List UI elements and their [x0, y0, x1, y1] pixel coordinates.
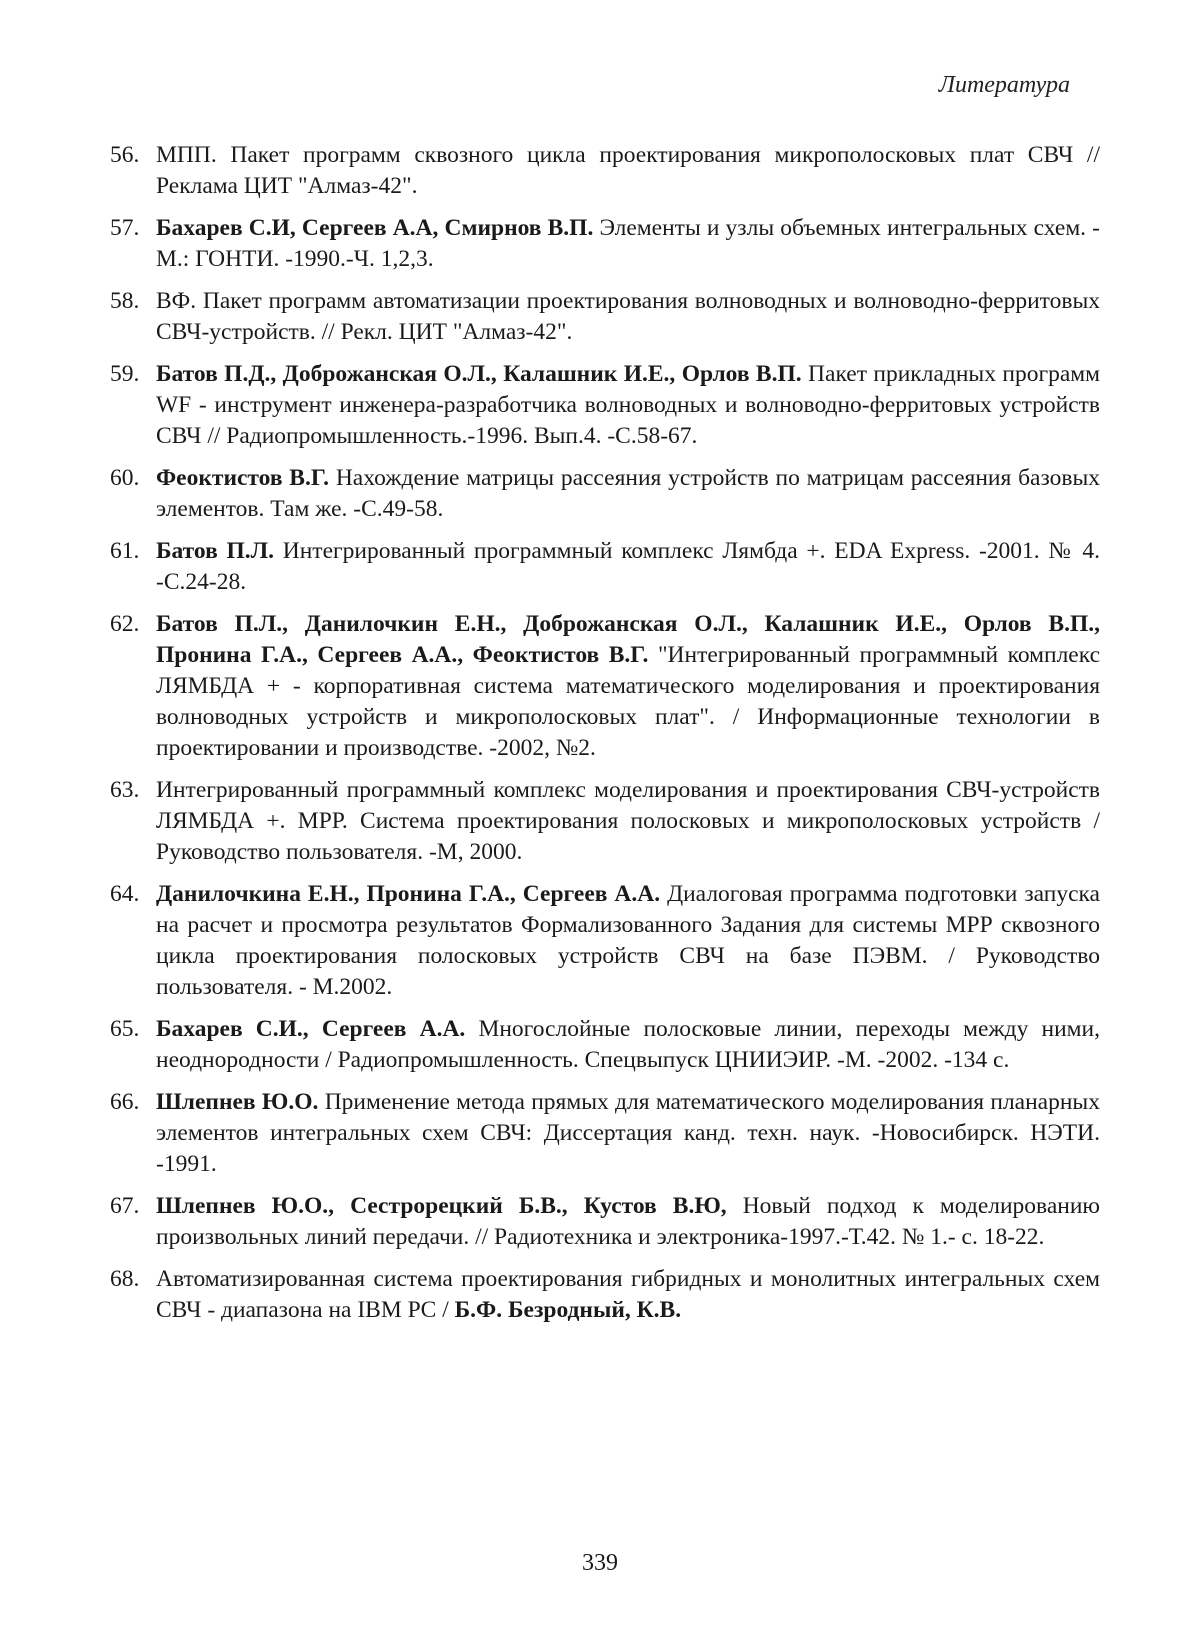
reference-number: 64. — [110, 881, 140, 907]
reference-body — [156, 1016, 1100, 1073]
reference-item — [110, 213, 1100, 275]
reference-number: 67. — [110, 1193, 140, 1219]
reference-number: 57. — [110, 215, 140, 241]
reference-body — [156, 611, 1100, 761]
reference-number: 61. — [110, 538, 140, 564]
reference-text: МПП. Пакет программ сквозного цикла проектирования микрополосковых плат СВЧ // Реклама ЦИТ "Алмаз-42". — [156, 142, 1100, 199]
reference-number: 63. — [110, 777, 140, 803]
reference-item — [110, 359, 1100, 452]
reference-text: Элементы и узлы объемных интегральных схем. - М.: ГОНТИ. -1990.-Ч. 1,2,3. — [156, 215, 1101, 272]
reference-text: Многослойные полосковые линии, переходы между ними, неоднородности / Радиопромышленность. Спецвыпуск ЦНИИЭИР. -М. -2002. -134 с. — [156, 1016, 1100, 1073]
reference-number: 62. — [110, 611, 140, 637]
reference-item — [110, 286, 1100, 348]
reference-item — [110, 463, 1100, 525]
reference-text: "Интегрированный программный комплекс ЛЯМБДА + - корпоративная система математического моделирования и проектирования волноводных устройств и микрополосковых плат". / Информационные технологии в проектировании и производстве. -2002, №2. — [156, 642, 1101, 761]
reference-number: 60. — [110, 465, 140, 491]
reference-body — [156, 538, 1100, 595]
reference-text: Интегрированный программный комплекс моделирования и проектирования СВЧ-устройств ЛЯМБДА +. МРР. Система проектирования полосковых и микрополосковых устройств / Руководство пользователя. -М, 2000. — [156, 777, 1100, 865]
reference-number: 68. — [110, 1266, 140, 1292]
reference-item — [110, 1264, 1100, 1326]
reference-authors-trailing: Б.Ф. Безродный, К.В. — [454, 1297, 682, 1323]
reference-number: 58. — [110, 288, 140, 314]
reference-text: Диалоговая программа подготовки запуска на расчет и просмотра результатов Формализованного Задания для системы МРР сквозного цикла проектирования полосковых устройств СВЧ на базе ПЭВМ. / Руководство пользователя. - М.2002. — [156, 881, 1100, 1000]
reference-authors: Шлепнев Ю.О., Сестрорецкий Б.В., Кустов В.Ю, — [156, 1193, 727, 1219]
reference-item — [110, 879, 1100, 1003]
page-number: 339 — [582, 1550, 618, 1576]
reference-body — [156, 361, 1100, 449]
reference-text: Применение метода прямых для математического моделирования планарных элементов интегральных схем СВЧ: Диссертация канд. техн. наук. -Новосибирск. НЭТИ. -1991. — [156, 1089, 1100, 1177]
reference-item — [110, 140, 1100, 202]
reference-body — [156, 142, 1100, 199]
reference-authors: Бахарев С.И., Сергеев А.А. — [156, 1016, 466, 1042]
reference-text: Интегрированный программный комплекс Лямбда +. EDA Express. -2001. № 4. -С.24-28. — [156, 538, 1100, 595]
reference-authors: Батов П.Д., Доброжанская О.Л., Калашник И.Е., Орлов В.П. — [156, 361, 802, 387]
reference-number: 66. — [110, 1089, 140, 1115]
reference-body — [156, 1089, 1100, 1177]
reference-list — [110, 140, 1100, 1337]
reference-item — [110, 1087, 1100, 1180]
reference-authors: Бахарев С.И, Сергеев А.А, Смирнов В.П. — [156, 215, 594, 241]
reference-authors: Шлепнев Ю.О. — [156, 1089, 319, 1115]
reference-body — [156, 215, 1100, 272]
reference-body — [156, 288, 1100, 345]
reference-item — [110, 775, 1100, 868]
reference-body — [156, 881, 1100, 1000]
reference-number: 59. — [110, 361, 140, 387]
reference-text: Пакет прикладных программ WF - инструмент инженера-разработчика волноводных и волноводно-ферритовых устройств СВЧ // Радиопромышленность.-1996. Вып.4. -С.58-67. — [156, 361, 1101, 449]
reference-body — [156, 465, 1100, 522]
running-head: Литература — [938, 72, 1070, 98]
reference-body — [156, 1266, 1100, 1323]
reference-authors: Батов П.Л. — [156, 538, 275, 564]
reference-text: Автоматизированная система проектирования гибридных и монолитных интегральных схем СВЧ - диапазона на IBM PC / — [156, 1266, 1100, 1323]
reference-authors: Феоктистов В.Г. — [156, 465, 330, 491]
reference-text: ВФ. Пакет программ автоматизации проектирования волноводных и волноводно-ферритовых СВЧ-устройств. // Рекл. ЦИТ "Алмаз-42". — [156, 288, 1100, 345]
reference-body — [156, 777, 1100, 865]
reference-number: 65. — [110, 1016, 140, 1042]
reference-body — [156, 1193, 1100, 1250]
reference-authors: Батов П.Л., Данилочкин Е.Н., Доброжанская О.Л., Калашник И.Е., Орлов В.П., Пронина Г.А., Сергеев А.А., Феоктистов В.Г. — [156, 611, 1100, 668]
reference-item — [110, 536, 1100, 598]
reference-item — [110, 1191, 1100, 1253]
reference-text: Новый подход к моделированию произвольных линий передачи. // Радиотехника и электроника-1997.-Т.42. № 1.- с. 18-22. — [156, 1193, 1100, 1250]
reference-number: 56. — [110, 142, 140, 168]
reference-authors: Данилочкина Е.Н., Пронина Г.А., Сергеев А.А. — [156, 881, 661, 907]
reference-text: Нахождение матрицы рассеяния устройств по матрицам рассеяния базовых элементов. Там же. -С.49-58. — [156, 465, 1100, 522]
reference-item — [110, 609, 1100, 764]
reference-item — [110, 1014, 1100, 1076]
